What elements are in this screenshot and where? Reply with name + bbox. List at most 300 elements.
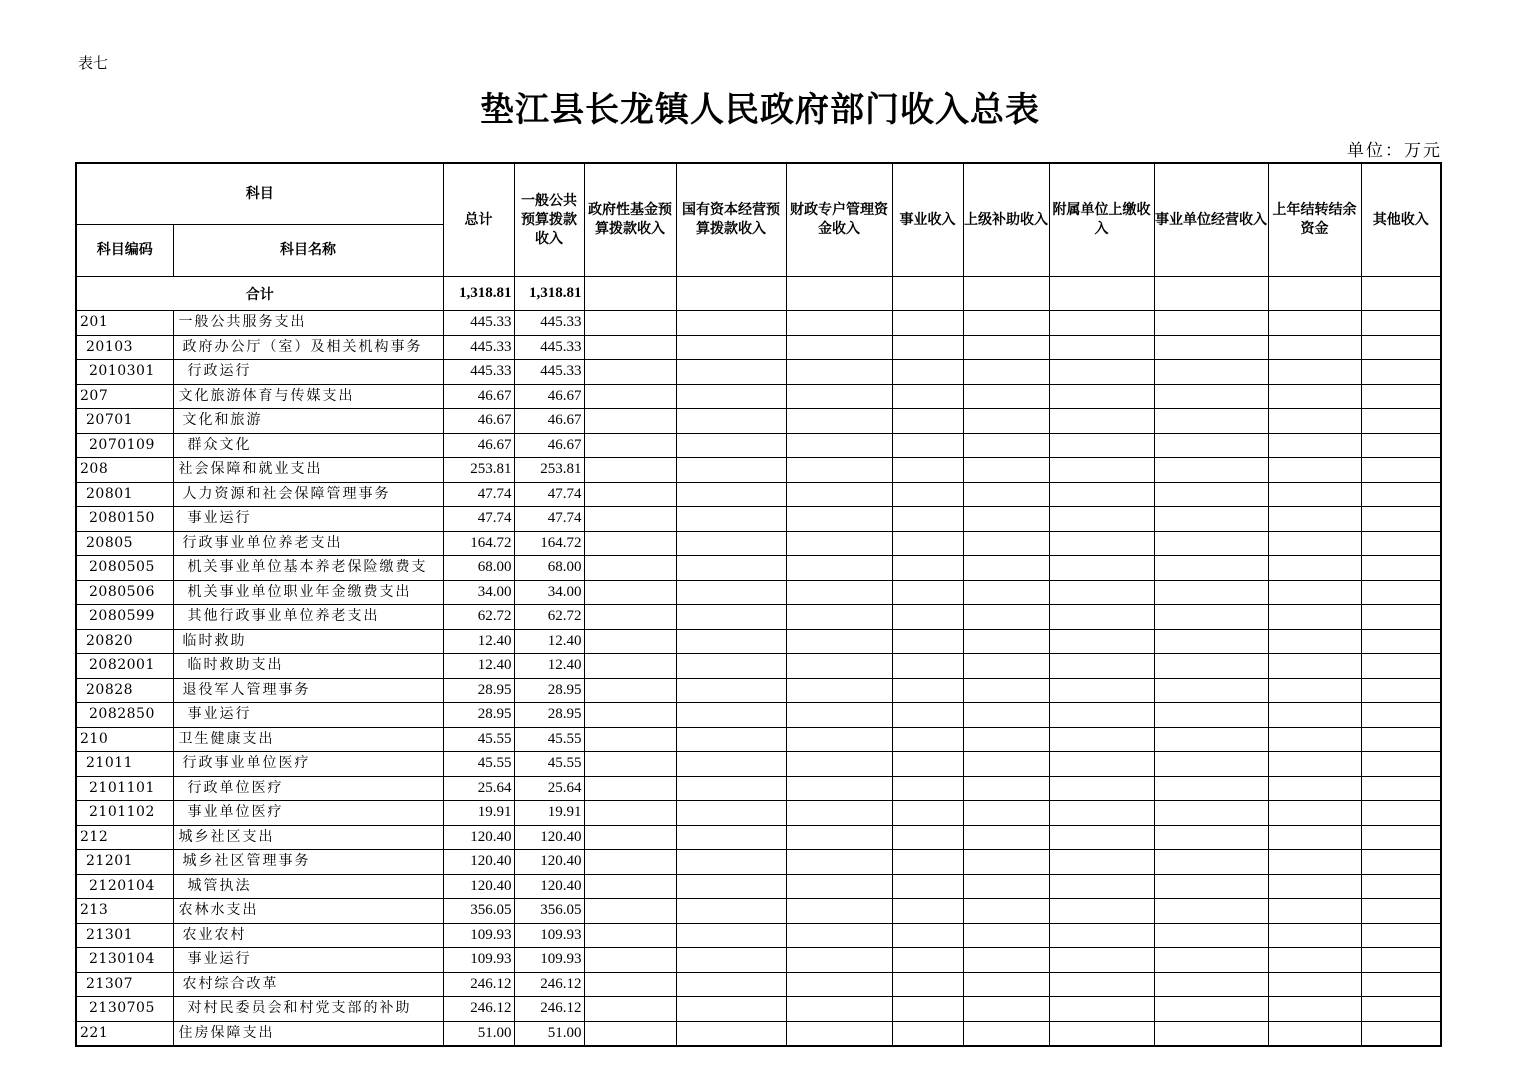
header-affiliated-payment: 附属单位上缴收入: [1049, 163, 1154, 277]
row-empty-cell: [1268, 580, 1361, 605]
row-empty-cell: [584, 629, 676, 654]
row-empty-cell: [1049, 433, 1154, 458]
row-name: 文化旅游体育与传媒支出: [173, 384, 443, 409]
row-empty-cell: [1361, 678, 1441, 703]
row-name: 事业运行: [173, 507, 443, 532]
row-empty-cell: [1361, 335, 1441, 360]
row-code: 213: [76, 899, 173, 924]
total-empty-cell: [1049, 277, 1154, 311]
row-empty-cell: [1268, 899, 1361, 924]
row-empty-cell: [676, 482, 786, 507]
row-code: 2070109: [76, 433, 173, 458]
row-empty-cell: [1268, 727, 1361, 752]
row-empty-cell: [584, 899, 676, 924]
row-empty-cell: [786, 384, 892, 409]
row-general-budget: 34.00: [514, 580, 584, 605]
row-empty-cell: [1268, 997, 1361, 1022]
row-empty-cell: [892, 531, 963, 556]
row-empty-cell: [1361, 531, 1441, 556]
table-row: [76, 629, 1441, 654]
total-empty-cell: [963, 277, 1049, 311]
row-name: 事业运行: [173, 703, 443, 728]
table-row: [76, 703, 1441, 728]
total-empty-cell: [584, 277, 676, 311]
row-general-budget: 28.95: [514, 678, 584, 703]
row-total: 109.93: [443, 923, 514, 948]
total-empty-cell: [786, 277, 892, 311]
row-general-budget: 19.91: [514, 801, 584, 826]
table-row: [76, 605, 1441, 630]
row-empty-cell: [584, 580, 676, 605]
row-empty-cell: [1049, 972, 1154, 997]
row-empty-cell: [892, 923, 963, 948]
row-empty-cell: [786, 629, 892, 654]
row-empty-cell: [892, 605, 963, 630]
row-empty-cell: [1049, 752, 1154, 777]
row-empty-cell: [963, 384, 1049, 409]
row-general-budget: 12.40: [514, 629, 584, 654]
row-general-budget: 62.72: [514, 605, 584, 630]
row-empty-cell: [892, 360, 963, 385]
row-total: 445.33: [443, 311, 514, 336]
row-empty-cell: [1154, 727, 1268, 752]
row-empty-cell: [676, 335, 786, 360]
row-total: 19.91: [443, 801, 514, 826]
row-empty-cell: [1268, 801, 1361, 826]
row-empty-cell: [786, 923, 892, 948]
row-empty-cell: [1049, 507, 1154, 532]
row-empty-cell: [786, 678, 892, 703]
row-empty-cell: [786, 997, 892, 1022]
row-empty-cell: [1361, 948, 1441, 973]
row-empty-cell: [1049, 482, 1154, 507]
row-empty-cell: [1154, 703, 1268, 728]
row-empty-cell: [584, 433, 676, 458]
row-general-budget: 51.00: [514, 1021, 584, 1046]
row-code: 20103: [76, 335, 173, 360]
row-empty-cell: [786, 482, 892, 507]
row-empty-cell: [1154, 311, 1268, 336]
row-empty-cell: [1268, 409, 1361, 434]
table-row: [76, 825, 1441, 850]
row-empty-cell: [1154, 580, 1268, 605]
row-empty-cell: [676, 727, 786, 752]
row-empty-cell: [963, 850, 1049, 875]
row-empty-cell: [963, 703, 1049, 728]
row-empty-cell: [584, 678, 676, 703]
row-empty-cell: [963, 409, 1049, 434]
row-empty-cell: [1361, 654, 1441, 679]
row-empty-cell: [1049, 531, 1154, 556]
row-name: 社会保障和就业支出: [173, 458, 443, 483]
row-empty-cell: [584, 703, 676, 728]
row-empty-cell: [786, 360, 892, 385]
row-empty-cell: [676, 850, 786, 875]
row-empty-cell: [584, 384, 676, 409]
row-empty-cell: [1361, 874, 1441, 899]
row-empty-cell: [1268, 531, 1361, 556]
row-empty-cell: [892, 433, 963, 458]
row-name: 农业农村: [173, 923, 443, 948]
header-gov-fund: 政府性基金预算拨款收入: [584, 163, 676, 277]
row-empty-cell: [1049, 776, 1154, 801]
row-code: 21011: [76, 752, 173, 777]
row-empty-cell: [1268, 360, 1361, 385]
row-general-budget: 46.67: [514, 409, 584, 434]
row-empty-cell: [1154, 850, 1268, 875]
row-empty-cell: [1361, 1021, 1441, 1046]
row-empty-cell: [786, 507, 892, 532]
table-row: [76, 850, 1441, 875]
row-empty-cell: [584, 874, 676, 899]
row-general-budget: 356.05: [514, 899, 584, 924]
row-empty-cell: [584, 948, 676, 973]
row-empty-cell: [786, 311, 892, 336]
row-empty-cell: [1049, 629, 1154, 654]
row-empty-cell: [892, 482, 963, 507]
table-row: [76, 899, 1441, 924]
row-empty-cell: [1361, 433, 1441, 458]
row-empty-cell: [1049, 997, 1154, 1022]
row-empty-cell: [892, 874, 963, 899]
row-general-budget: 109.93: [514, 948, 584, 973]
row-empty-cell: [1154, 776, 1268, 801]
row-empty-cell: [1268, 384, 1361, 409]
header-total: 总计: [443, 163, 514, 277]
row-total: 47.74: [443, 507, 514, 532]
row-empty-cell: [786, 654, 892, 679]
row-empty-cell: [963, 1021, 1049, 1046]
row-name: 城乡社区支出: [173, 825, 443, 850]
row-empty-cell: [584, 482, 676, 507]
row-empty-cell: [676, 433, 786, 458]
row-empty-cell: [1049, 874, 1154, 899]
row-code: 2130104: [76, 948, 173, 973]
row-empty-cell: [892, 678, 963, 703]
row-total: 45.55: [443, 752, 514, 777]
row-name: 退役军人管理事务: [173, 678, 443, 703]
table-row: [76, 360, 1441, 385]
row-code: 2120104: [76, 874, 173, 899]
row-empty-cell: [584, 335, 676, 360]
row-empty-cell: [1361, 825, 1441, 850]
row-empty-cell: [1049, 703, 1154, 728]
row-name: 其他行政事业单位养老支出: [173, 605, 443, 630]
row-empty-cell: [676, 776, 786, 801]
header-special-fund: 财政专户管理资金收入: [786, 163, 892, 277]
row-name: 事业运行: [173, 948, 443, 973]
table-row: [76, 752, 1441, 777]
row-code: 2082001: [76, 654, 173, 679]
row-empty-cell: [786, 458, 892, 483]
row-name: 政府办公厅（室）及相关机构事务: [173, 335, 443, 360]
row-code: 20828: [76, 678, 173, 703]
row-name: 行政事业单位养老支出: [173, 531, 443, 556]
row-empty-cell: [1361, 850, 1441, 875]
row-empty-cell: [676, 752, 786, 777]
row-name: 机关事业单位职业年金缴费支出: [173, 580, 443, 605]
row-total: 34.00: [443, 580, 514, 605]
row-empty-cell: [1361, 605, 1441, 630]
header-carryover: 上年结转结余资金: [1268, 163, 1361, 277]
row-general-budget: 445.33: [514, 335, 584, 360]
row-empty-cell: [1154, 825, 1268, 850]
header-general-budget: 一般公共预算拨款收入: [514, 163, 584, 277]
row-empty-cell: [1154, 948, 1268, 973]
row-empty-cell: [1268, 703, 1361, 728]
row-empty-cell: [1154, 1021, 1268, 1046]
row-empty-cell: [1268, 654, 1361, 679]
row-empty-cell: [786, 899, 892, 924]
total-empty-cell: [1361, 277, 1441, 311]
row-total: 445.33: [443, 335, 514, 360]
row-general-budget: 246.12: [514, 997, 584, 1022]
row-empty-cell: [1049, 384, 1154, 409]
row-empty-cell: [1154, 752, 1268, 777]
header-business-operation: 事业单位经营收入: [1154, 163, 1268, 277]
row-empty-cell: [676, 654, 786, 679]
row-code: 20801: [76, 482, 173, 507]
row-name: 群众文化: [173, 433, 443, 458]
row-empty-cell: [1154, 384, 1268, 409]
row-empty-cell: [1268, 311, 1361, 336]
row-empty-cell: [676, 629, 786, 654]
table-row: [76, 972, 1441, 997]
row-empty-cell: [963, 752, 1049, 777]
row-empty-cell: [1049, 311, 1154, 336]
row-empty-cell: [892, 948, 963, 973]
total-general: 1,318.81: [514, 277, 584, 311]
unit-label: 单位：万元: [1347, 141, 1442, 161]
row-empty-cell: [1154, 458, 1268, 483]
row-empty-cell: [584, 507, 676, 532]
row-empty-cell: [892, 556, 963, 581]
row-empty-cell: [786, 605, 892, 630]
row-total: 28.95: [443, 678, 514, 703]
row-empty-cell: [1154, 507, 1268, 532]
row-empty-cell: [892, 972, 963, 997]
row-empty-cell: [676, 507, 786, 532]
table-row: [76, 409, 1441, 434]
row-empty-cell: [676, 531, 786, 556]
row-general-budget: 120.40: [514, 825, 584, 850]
row-empty-cell: [963, 531, 1049, 556]
row-empty-cell: [1154, 801, 1268, 826]
row-empty-cell: [1361, 629, 1441, 654]
row-empty-cell: [892, 409, 963, 434]
income-summary-table: [75, 162, 1442, 1047]
row-general-budget: 120.40: [514, 874, 584, 899]
row-total: 12.40: [443, 629, 514, 654]
row-empty-cell: [892, 335, 963, 360]
row-code: 20820: [76, 629, 173, 654]
table-row: [76, 507, 1441, 532]
row-empty-cell: [1268, 776, 1361, 801]
row-empty-cell: [786, 972, 892, 997]
row-empty-cell: [963, 335, 1049, 360]
row-empty-cell: [676, 605, 786, 630]
table-row: [76, 433, 1441, 458]
row-empty-cell: [584, 654, 676, 679]
row-empty-cell: [963, 874, 1049, 899]
row-empty-cell: [1154, 629, 1268, 654]
row-general-budget: 46.67: [514, 433, 584, 458]
row-empty-cell: [584, 1021, 676, 1046]
row-empty-cell: [786, 1021, 892, 1046]
row-empty-cell: [786, 556, 892, 581]
row-total: 109.93: [443, 948, 514, 973]
row-empty-cell: [584, 360, 676, 385]
row-empty-cell: [1268, 972, 1361, 997]
row-empty-cell: [676, 556, 786, 581]
row-empty-cell: [1268, 678, 1361, 703]
row-empty-cell: [892, 727, 963, 752]
row-empty-cell: [676, 801, 786, 826]
row-empty-cell: [963, 360, 1049, 385]
row-empty-cell: [584, 311, 676, 336]
row-total: 47.74: [443, 482, 514, 507]
row-name: 行政事业单位医疗: [173, 752, 443, 777]
row-total: 62.72: [443, 605, 514, 630]
row-empty-cell: [786, 433, 892, 458]
row-name: 临时救助支出: [173, 654, 443, 679]
row-empty-cell: [1268, 433, 1361, 458]
header-subject-name: 科目名称: [173, 225, 443, 277]
row-code: 2082850: [76, 703, 173, 728]
row-empty-cell: [963, 997, 1049, 1022]
total-row: [76, 277, 1441, 311]
row-empty-cell: [963, 605, 1049, 630]
total-empty-cell: [1268, 277, 1361, 311]
row-name: 住房保障支出: [173, 1021, 443, 1046]
row-code: 21301: [76, 923, 173, 948]
row-code: 2080150: [76, 507, 173, 532]
row-empty-cell: [963, 899, 1049, 924]
row-empty-cell: [1154, 997, 1268, 1022]
row-empty-cell: [786, 531, 892, 556]
row-empty-cell: [1049, 605, 1154, 630]
row-empty-cell: [786, 335, 892, 360]
row-empty-cell: [1049, 1021, 1154, 1046]
row-empty-cell: [892, 752, 963, 777]
row-empty-cell: [786, 801, 892, 826]
row-general-budget: 47.74: [514, 482, 584, 507]
row-empty-cell: [1361, 482, 1441, 507]
row-empty-cell: [584, 801, 676, 826]
row-empty-cell: [963, 825, 1049, 850]
row-total: 164.72: [443, 531, 514, 556]
row-general-budget: 28.95: [514, 703, 584, 728]
header-business-income: 事业收入: [892, 163, 963, 277]
row-code: 2130705: [76, 997, 173, 1022]
row-empty-cell: [1154, 678, 1268, 703]
row-empty-cell: [963, 629, 1049, 654]
row-code: 20805: [76, 531, 173, 556]
row-empty-cell: [1154, 433, 1268, 458]
row-general-budget: 246.12: [514, 972, 584, 997]
row-code: 21307: [76, 972, 173, 997]
row-empty-cell: [584, 972, 676, 997]
row-code: 221: [76, 1021, 173, 1046]
row-empty-cell: [963, 482, 1049, 507]
row-empty-cell: [1154, 654, 1268, 679]
row-empty-cell: [1361, 507, 1441, 532]
row-general-budget: 120.40: [514, 850, 584, 875]
row-name: 一般公共服务支出: [173, 311, 443, 336]
row-empty-cell: [1361, 923, 1441, 948]
row-empty-cell: [1049, 654, 1154, 679]
row-empty-cell: [676, 360, 786, 385]
row-empty-cell: [786, 703, 892, 728]
row-empty-cell: [584, 605, 676, 630]
row-name: 行政单位医疗: [173, 776, 443, 801]
row-empty-cell: [676, 311, 786, 336]
row-empty-cell: [584, 923, 676, 948]
row-empty-cell: [963, 311, 1049, 336]
row-code: 2080505: [76, 556, 173, 581]
row-code: 21201: [76, 850, 173, 875]
row-general-budget: 445.33: [514, 311, 584, 336]
row-empty-cell: [1268, 850, 1361, 875]
row-empty-cell: [1268, 752, 1361, 777]
row-total: 45.55: [443, 727, 514, 752]
row-empty-cell: [1361, 801, 1441, 826]
row-name: 行政运行: [173, 360, 443, 385]
row-empty-cell: [892, 311, 963, 336]
row-empty-cell: [892, 801, 963, 826]
row-total: 46.67: [443, 384, 514, 409]
row-empty-cell: [1361, 556, 1441, 581]
row-empty-cell: [584, 727, 676, 752]
row-empty-cell: [1049, 409, 1154, 434]
row-empty-cell: [1049, 801, 1154, 826]
row-empty-cell: [1154, 605, 1268, 630]
row-empty-cell: [892, 580, 963, 605]
row-empty-cell: [1049, 678, 1154, 703]
row-empty-cell: [1361, 458, 1441, 483]
row-empty-cell: [676, 899, 786, 924]
row-total: 46.67: [443, 409, 514, 434]
row-empty-cell: [892, 458, 963, 483]
row-empty-cell: [1361, 776, 1441, 801]
table-number: 表七: [78, 54, 109, 72]
row-code: 212: [76, 825, 173, 850]
table-row: [76, 580, 1441, 605]
row-name: 农村综合改革: [173, 972, 443, 997]
row-empty-cell: [1361, 311, 1441, 336]
row-name: 对村民委员会和村党支部的补助: [173, 997, 443, 1022]
row-empty-cell: [676, 948, 786, 973]
row-empty-cell: [963, 507, 1049, 532]
row-empty-cell: [1268, 948, 1361, 973]
total-empty-cell: [892, 277, 963, 311]
row-empty-cell: [1154, 874, 1268, 899]
row-total: 253.81: [443, 458, 514, 483]
row-name: 卫生健康支出: [173, 727, 443, 752]
row-code: 2080599: [76, 605, 173, 630]
row-empty-cell: [584, 752, 676, 777]
row-empty-cell: [1268, 1021, 1361, 1046]
row-empty-cell: [1268, 556, 1361, 581]
row-code: 20701: [76, 409, 173, 434]
row-total: 25.64: [443, 776, 514, 801]
row-empty-cell: [1154, 556, 1268, 581]
table-row: [76, 948, 1441, 973]
row-code: 201: [76, 311, 173, 336]
row-empty-cell: [584, 458, 676, 483]
row-empty-cell: [963, 801, 1049, 826]
row-empty-cell: [1361, 360, 1441, 385]
